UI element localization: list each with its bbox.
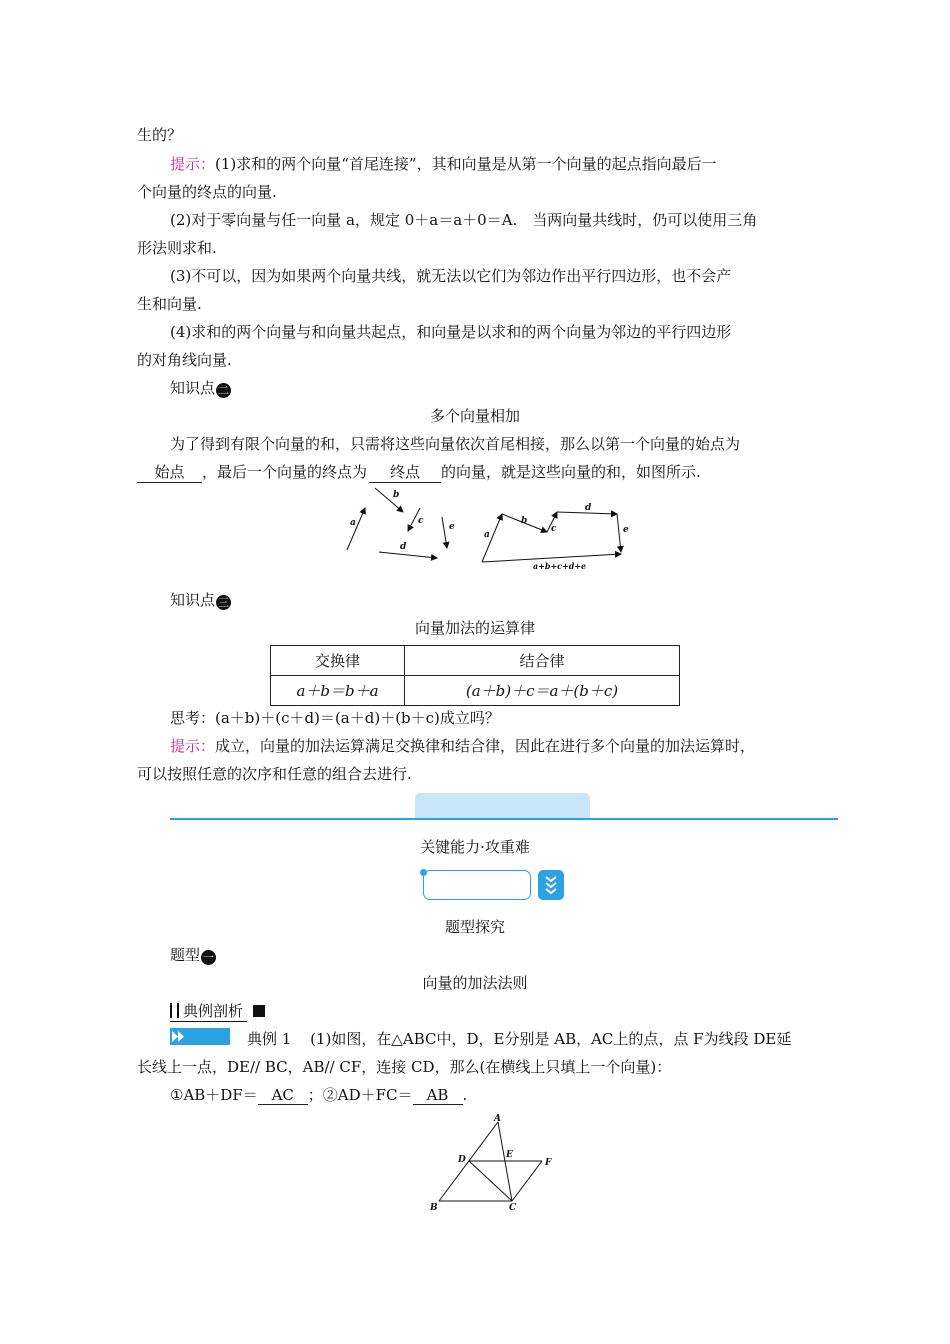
point-E: E [506, 1150, 513, 1160]
subsection-title: 题型探究 [444, 918, 505, 936]
hint-1-line-a [170, 153, 717, 174]
question-type-title: 向量的加法法则 [422, 974, 528, 992]
kp2-text-a: 为了得到有限个向量的和，只需将这些向量依次首尾相接，那么以第一个向量的始点为 [170, 435, 741, 453]
kp3-hint-text: 成立，向量的加法运算满足交换律和结合律，因此在进行多个向量的加法运算时， [215, 737, 756, 755]
kp3-hint-line-a [170, 735, 755, 756]
chained-vectors [482, 512, 621, 562]
vector-d [379, 552, 437, 558]
example-analysis-heading [170, 1000, 265, 1022]
hint-2-line-b: 形法则求和. [137, 239, 217, 257]
analysis-label: 典例剖析 [183, 1002, 244, 1020]
point-B: B [430, 1203, 438, 1213]
hint-1-text: (1)求和的两个向量“首尾连接”，其和向量是从第一个向量的起点指向最后一 [215, 155, 717, 173]
chain-label-d: d [585, 503, 592, 513]
square-icon [253, 1005, 265, 1017]
pill-dot-icon [420, 869, 427, 876]
type-label-text: 题型 [170, 946, 201, 964]
kp2-text-b [137, 461, 701, 483]
number-circle-icon: 一 [203, 951, 215, 964]
kp-label-text: 知识点 [170, 379, 216, 397]
hint-3-line-a: (3)不可以，因为如果两个向量共线，就无法以它们为邻边作出平行四边形，也不会产 [170, 267, 732, 285]
section-divider [170, 818, 838, 820]
hint-4-line-a: (4)求和的两个向量与和向量共起点，和向量是以求和的两个向量为邻边的平行四边形 [170, 323, 732, 341]
hint-label: 提示： [170, 155, 216, 173]
label-a: a [350, 518, 356, 528]
question-1: ①AB＋DF＝ [170, 1086, 258, 1104]
label-d: d [400, 542, 407, 552]
sum-label: a+b+c+d+e [533, 561, 587, 571]
vector-e [442, 517, 447, 548]
label-e: e [449, 522, 455, 532]
example-text-a: (1)如图，在△ABC中，D，E分别是 AB，AC上的点，点 F为线段 DE延 [310, 1030, 792, 1048]
chain-label-c: c [551, 524, 557, 534]
example-label: 典例 1 [247, 1030, 292, 1048]
chain-label-e: e [623, 525, 629, 535]
section-title: 关键能力·攻重难 [420, 838, 530, 856]
vector-sum-figure [335, 482, 635, 574]
example-tag [170, 1028, 230, 1045]
double-chevron-down-icon [538, 870, 564, 900]
point-F: F [545, 1158, 552, 1168]
kp-label-text: 知识点 [170, 591, 216, 609]
hint-1-line-b: 个向量的终点的向量. [137, 183, 277, 201]
label-c: c [418, 516, 424, 526]
example-answer-line [170, 1084, 467, 1105]
point-A: A [494, 1114, 501, 1124]
table-row [271, 676, 680, 706]
analysis-underline [170, 1000, 247, 1022]
operation-laws-table [270, 645, 680, 706]
kp2-text-end: 的向量，就是这些向量的和，如图所示. [441, 463, 701, 481]
chain-e [617, 514, 621, 552]
point-C: C [509, 1203, 517, 1213]
header-associative: 结合律 [405, 646, 680, 676]
number-circle-icon: 三 [218, 596, 230, 609]
point-D: D [458, 1155, 466, 1165]
answer-2-blank: AB [413, 1086, 463, 1105]
cell-commutative: a＋b＝b＋a [271, 676, 405, 706]
label-b: b [393, 490, 400, 500]
knowledge-point-2-label [170, 377, 231, 398]
question-type-label [170, 944, 216, 965]
bar-icon [177, 1003, 179, 1018]
think-question: 思考：(a＋b)＋(c＋d)＝(a＋d)＋(b＋c)成立吗？ [170, 709, 500, 727]
hint-3-line-b: 生和向量. [137, 295, 202, 313]
triangle-figure [425, 1113, 560, 1213]
answer-1-blank: AC [258, 1086, 308, 1105]
example-line-b: 长线上一点，DE// BC，AB// CF，连接 CD，那么(在横线上只填上一个向量)： [137, 1058, 672, 1076]
kp3-title: 向量加法的运算律 [414, 619, 535, 637]
segment-CF [512, 1161, 542, 1201]
chain-label-b: b [521, 516, 528, 526]
table-header-row [271, 646, 680, 676]
chain-label-a: a [484, 530, 490, 540]
period: . [462, 1086, 468, 1104]
knowledge-point-3-label [170, 589, 231, 610]
example-line-a [247, 1028, 791, 1049]
vector-a [347, 508, 365, 550]
section-banner-tab [415, 793, 590, 819]
cell-associative: (a＋b)＋c＝a＋(b＋c) [405, 676, 680, 706]
kp3-hint-line-b: 可以按照任意的次序和任意的组合去进行. [137, 765, 412, 783]
header-commutative: 交换律 [271, 646, 405, 676]
fill-blank-end: 终点 [369, 461, 441, 483]
kp2-text-mid: ，最后一个向量的终点为 [202, 463, 368, 481]
question-2: ；②AD＋FC＝ [307, 1086, 413, 1104]
bar-icon [170, 1003, 172, 1018]
line-continuation: 生的？ [137, 126, 183, 144]
subsection-pill [423, 870, 531, 900]
hint-2-line-a: (2)对于零向量与任一向量 a，规定 0＋a＝a＋0＝A. 当两向量共线时，仍可以使用三角 [170, 211, 758, 229]
fill-blank-start: 始点 [137, 461, 202, 483]
hint-label: 提示： [170, 737, 216, 755]
number-circle-icon: 二 [218, 384, 230, 397]
hint-4-line-b: 的对角线向量. [137, 351, 232, 369]
kp2-title: 多个向量相加 [429, 407, 520, 425]
